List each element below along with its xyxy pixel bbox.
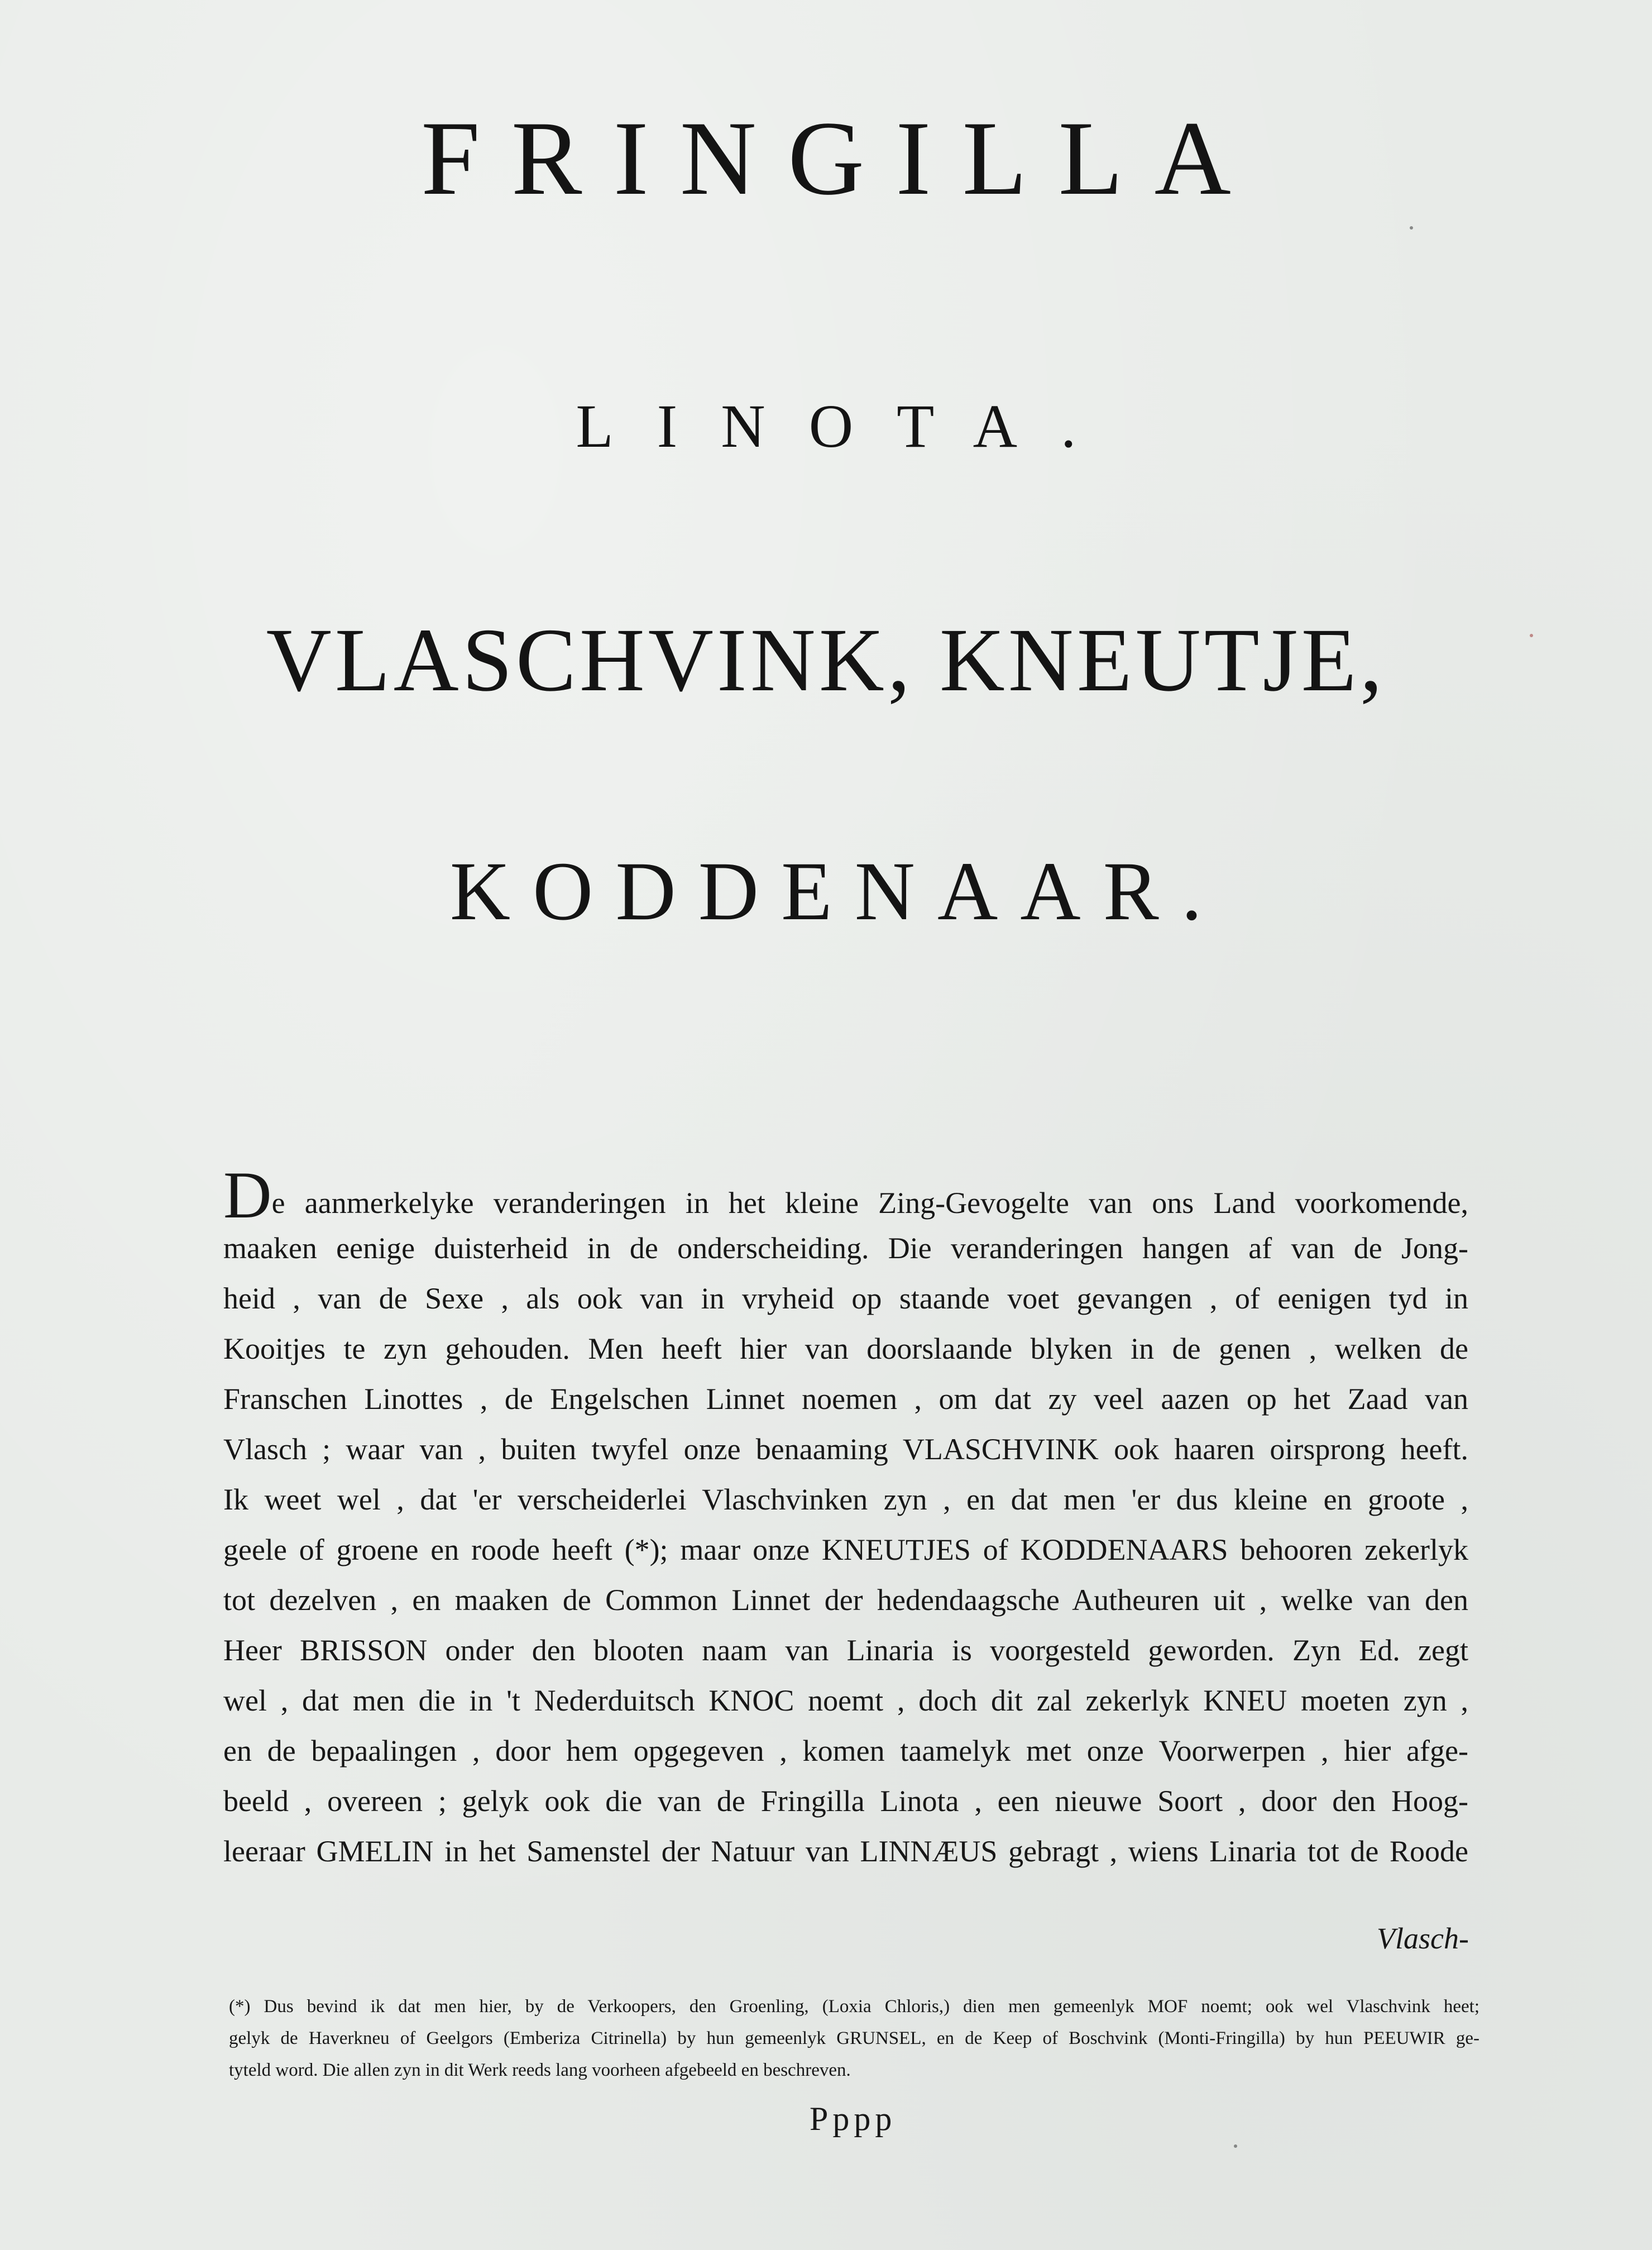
title-genus: FRINGILLA	[421, 100, 1262, 217]
signature-mark: Pppp	[810, 2100, 897, 2137]
body-line: Vlasch ; waar van , buiten twyfel onze benaaming VLASCHVINK ook haaren oirsprong heeft.	[223, 1432, 1468, 1466]
footnote	[229, 1991, 1479, 2086]
title-species: LINOTA.	[576, 392, 1120, 460]
body-line: en de bepaalingen , door hem opgegeven , komen taamelyk met onze Voorwerpen , hier afge-	[223, 1734, 1468, 1767]
body-line: leeraar GMELIN in het Samenstel der Natuur van LINNÆUS gebragt , wiens Linaria tot de Roode	[223, 1835, 1468, 1868]
body-line: heid , van de Sexe , als ook van in vryheid op staande voet gevangen , of eenigen tyd in	[223, 1282, 1468, 1315]
body-line: Kooitjes te zyn gehouden. Men heeft hier van doorslaande blyken in de genen , welken de	[223, 1332, 1468, 1365]
body-line: maaken eenige duisterheid in de onderscheiding. Die veranderingen hangen af van de Jong-	[223, 1231, 1468, 1265]
body-line: beeld , overeen ; gelyk ook die van de Fringilla Linota , een nieuwe Soort , door den Hoog-	[223, 1784, 1468, 1818]
drop-cap: D	[223, 1158, 272, 1232]
body-line: Heer BRISSON onder den blooten naam van Linaria is voorgesteld geworden. Zyn Ed. zegt	[223, 1633, 1468, 1667]
body-line-1: De aanmerkelyke veranderingen in het kleine Zing-Gevogelte van ons Land voorkomende,	[223, 1158, 1468, 1232]
title-common-name-2: KODDENAAR.	[449, 845, 1225, 938]
body-line: tot dezelven , en maaken de Common Linnet der hedendaagsche Autheuren uit , welke van den	[223, 1583, 1468, 1617]
footnote-line: tyteld word. Die allen zyn in dit Werk reeds lang voorheen afgebeeld en beschreven.	[229, 2060, 851, 2080]
body-line: geele of groene en roode heeft (*); maar onze KNEUTJES of KODDENAARS behooren zekerlyk	[223, 1533, 1468, 1566]
body-line: Ik weet wel , dat 'er verscheiderlei Vlaschvinken zyn , en dat men 'er dus kleine en groote ,	[223, 1483, 1468, 1516]
body-line: wel , dat men die in 't Nederduitsch KNOC noemt , doch dit zal zekerlyk KNEU moeten zyn ,	[223, 1684, 1468, 1717]
paper-speck	[1530, 634, 1533, 637]
title-common-name-1: VLASCHVINK, KNEUTJE,	[266, 610, 1386, 710]
paper-speck	[1410, 226, 1413, 230]
footnote-line: (*) Dus bevind ik dat men hier, by de Verkoopers, den Groenling, (Loxia Chloris,) dien men gemeenlyk MOF noemt; ook wel Vlaschvink heet;	[229, 1996, 1479, 2017]
footnote-line: gelyk de Haverkneu of Geelgors (Emberiza Citrinella) by hun gemeenlyk GRUNSEL, en de Keep of Boschvink (Monti-Fringilla) by hun PEEUWIR ge-	[229, 2028, 1479, 2048]
body-paragraph	[223, 1158, 1468, 1876]
paper-speck	[1234, 2144, 1237, 2148]
catchword: Vlasch-	[1377, 1922, 1469, 1955]
body-line: Franschen Linottes , de Engelschen Linnet noemen , om dat zy veel aazen op het Zaad van	[223, 1382, 1468, 1416]
